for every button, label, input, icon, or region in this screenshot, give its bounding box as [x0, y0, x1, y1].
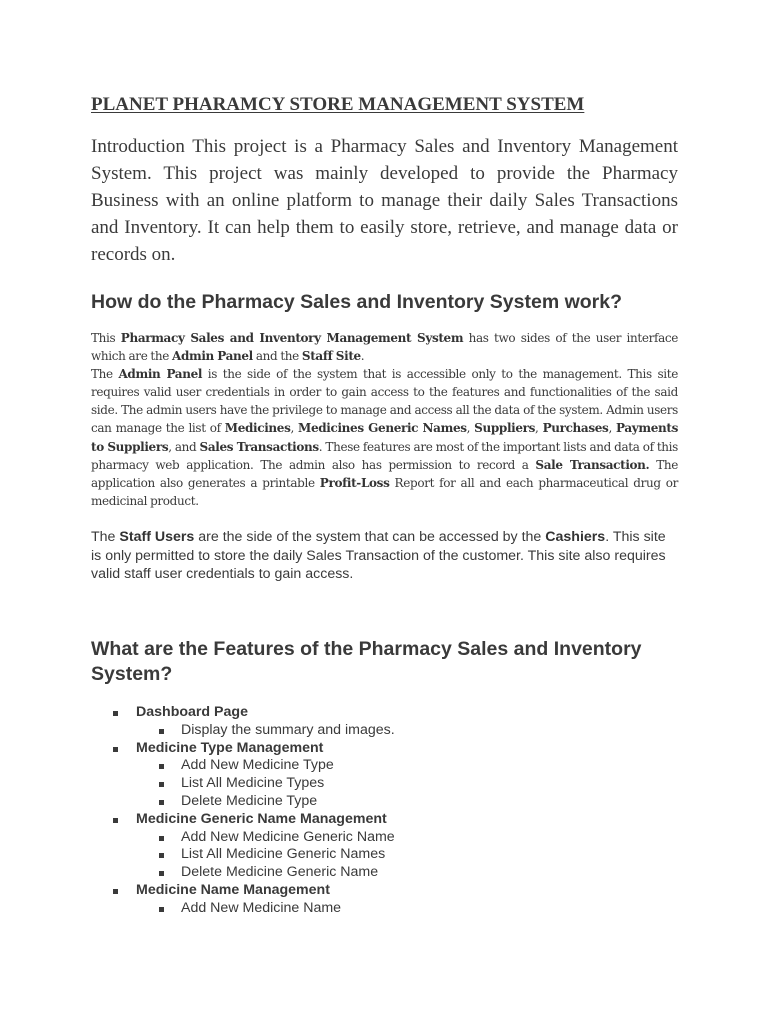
square-bullet-icon — [113, 747, 118, 752]
heading-how-it-works: How do the Pharmacy Sales and Inventory System work? — [91, 291, 622, 313]
bold-run: Payments to Suppliers — [91, 421, 678, 454]
square-bullet-icon — [113, 711, 118, 716]
square-bullet-icon — [159, 871, 164, 876]
feature-subitem — [91, 793, 678, 811]
text-run: . — [360, 349, 365, 364]
square-bullet-icon — [113, 818, 118, 823]
bold-run: Staff Site — [301, 349, 361, 364]
text-run: Report for all and each pharmaceutical drug or medicinal product. — [91, 475, 678, 508]
document-title: PLANET PHARAMCY STORE MANAGEMENT SYSTEM — [91, 94, 585, 115]
square-bullet-icon — [159, 764, 164, 769]
bold-run: Profit-Loss — [319, 475, 390, 490]
text-run: The — [91, 367, 119, 382]
text-run: , — [608, 421, 616, 436]
subitem-label: Add New Medicine Type — [181, 757, 334, 774]
paragraph-admin-panel — [91, 365, 678, 510]
text-run: are the side of the system that can be accessed by the — [194, 529, 546, 545]
feature-subitem — [91, 757, 678, 775]
paragraph-staff-users — [91, 528, 678, 584]
text-run: has two sides of the user interface which are the — [91, 331, 679, 364]
square-bullet-icon — [159, 907, 164, 912]
subitem-label: List All Medicine Types — [181, 775, 325, 792]
square-bullet-icon — [159, 853, 164, 858]
text-run: . These features are most of the important lists and data of this pharmacy web application. The admin also has permission to record a — [91, 439, 678, 472]
text-run: , — [290, 421, 299, 436]
subitem-label: Delete Medicine Generic Name — [181, 864, 379, 881]
feature-subitem — [91, 775, 678, 793]
bold-run: Cashiers — [545, 529, 606, 545]
bold-run: Medicines — [224, 421, 291, 436]
bold-run: Staff Users — [119, 529, 195, 545]
square-bullet-icon — [159, 836, 164, 841]
bold-run: Medicines Generic Names — [298, 421, 467, 436]
subitem-label: Delete Medicine Type — [181, 792, 318, 809]
square-bullet-icon — [113, 889, 118, 894]
feature-list — [91, 704, 678, 918]
feature-label: Dashboard Page — [136, 704, 248, 720]
feature-label: Medicine Type Management — [136, 739, 324, 756]
subitem-label: Add New Medicine Name — [181, 899, 342, 916]
bold-run: Pharmacy Sales and Inventory Management System — [120, 331, 464, 345]
system-description — [91, 329, 678, 510]
feature-item — [91, 740, 678, 758]
text-run: , and — [168, 439, 200, 454]
feature-subitem — [91, 846, 678, 864]
feature-subitem — [91, 900, 678, 918]
subitem-label: Display the summary and images. — [181, 721, 395, 738]
bold-run: Sale Transaction. — [535, 457, 650, 472]
subitem-label: Add New Medicine Generic Name — [181, 828, 395, 845]
text-run: . This site is only permitted to store the daily Sales Transaction of the customer. This site also requires valid staff user credentials to gain access. — [91, 529, 666, 582]
feature-label: Medicine Name Management — [136, 881, 330, 898]
bold-run: Admin Panel — [118, 367, 203, 382]
text-run: , — [466, 421, 475, 436]
feature-item — [91, 882, 678, 900]
square-bullet-icon — [159, 729, 164, 734]
subitem-label: List All Medicine Generic Names — [181, 846, 386, 863]
square-bullet-icon — [159, 782, 164, 787]
feature-subitem — [91, 864, 678, 882]
text-run: is the side of the system that is accessible only to the management. This site requires valid user credentials in order to gain access to the features and functionalities of the said side. The admin users have the privilege to manage and access all the data of the system. Admin users can manage the list of — [91, 367, 679, 436]
feature-subitem — [91, 829, 678, 847]
text-run: , — [535, 421, 543, 436]
bold-run: Purchases — [542, 421, 609, 436]
paragraph-overview — [91, 329, 678, 365]
feature-subitem — [91, 722, 678, 740]
feature-item — [91, 811, 678, 829]
text-run: This — [91, 331, 121, 345]
text-run: and the — [252, 349, 302, 364]
text-run: The — [91, 529, 120, 545]
text-run: The application also generates a printable — [91, 457, 679, 490]
introduction-paragraph: Introduction This project is a Pharmacy Sales and Inventory Management System. This project was mainly developed to provide the Pharmacy Business with an online platform to manage their daily Sales Transactions and Inventory. It can help them to easily store, retrieve, and manage data or records on. — [91, 136, 678, 265]
square-bullet-icon — [159, 800, 164, 805]
feature-item — [91, 704, 678, 722]
bold-run: Sales Transactions — [199, 439, 319, 454]
bold-run: Admin Panel — [171, 349, 253, 364]
heading-features: What are the Features of the Pharmacy Sales and Inventory System? — [91, 638, 642, 685]
feature-label: Medicine Generic Name Management — [136, 810, 387, 827]
bold-run: Suppliers — [474, 421, 536, 436]
